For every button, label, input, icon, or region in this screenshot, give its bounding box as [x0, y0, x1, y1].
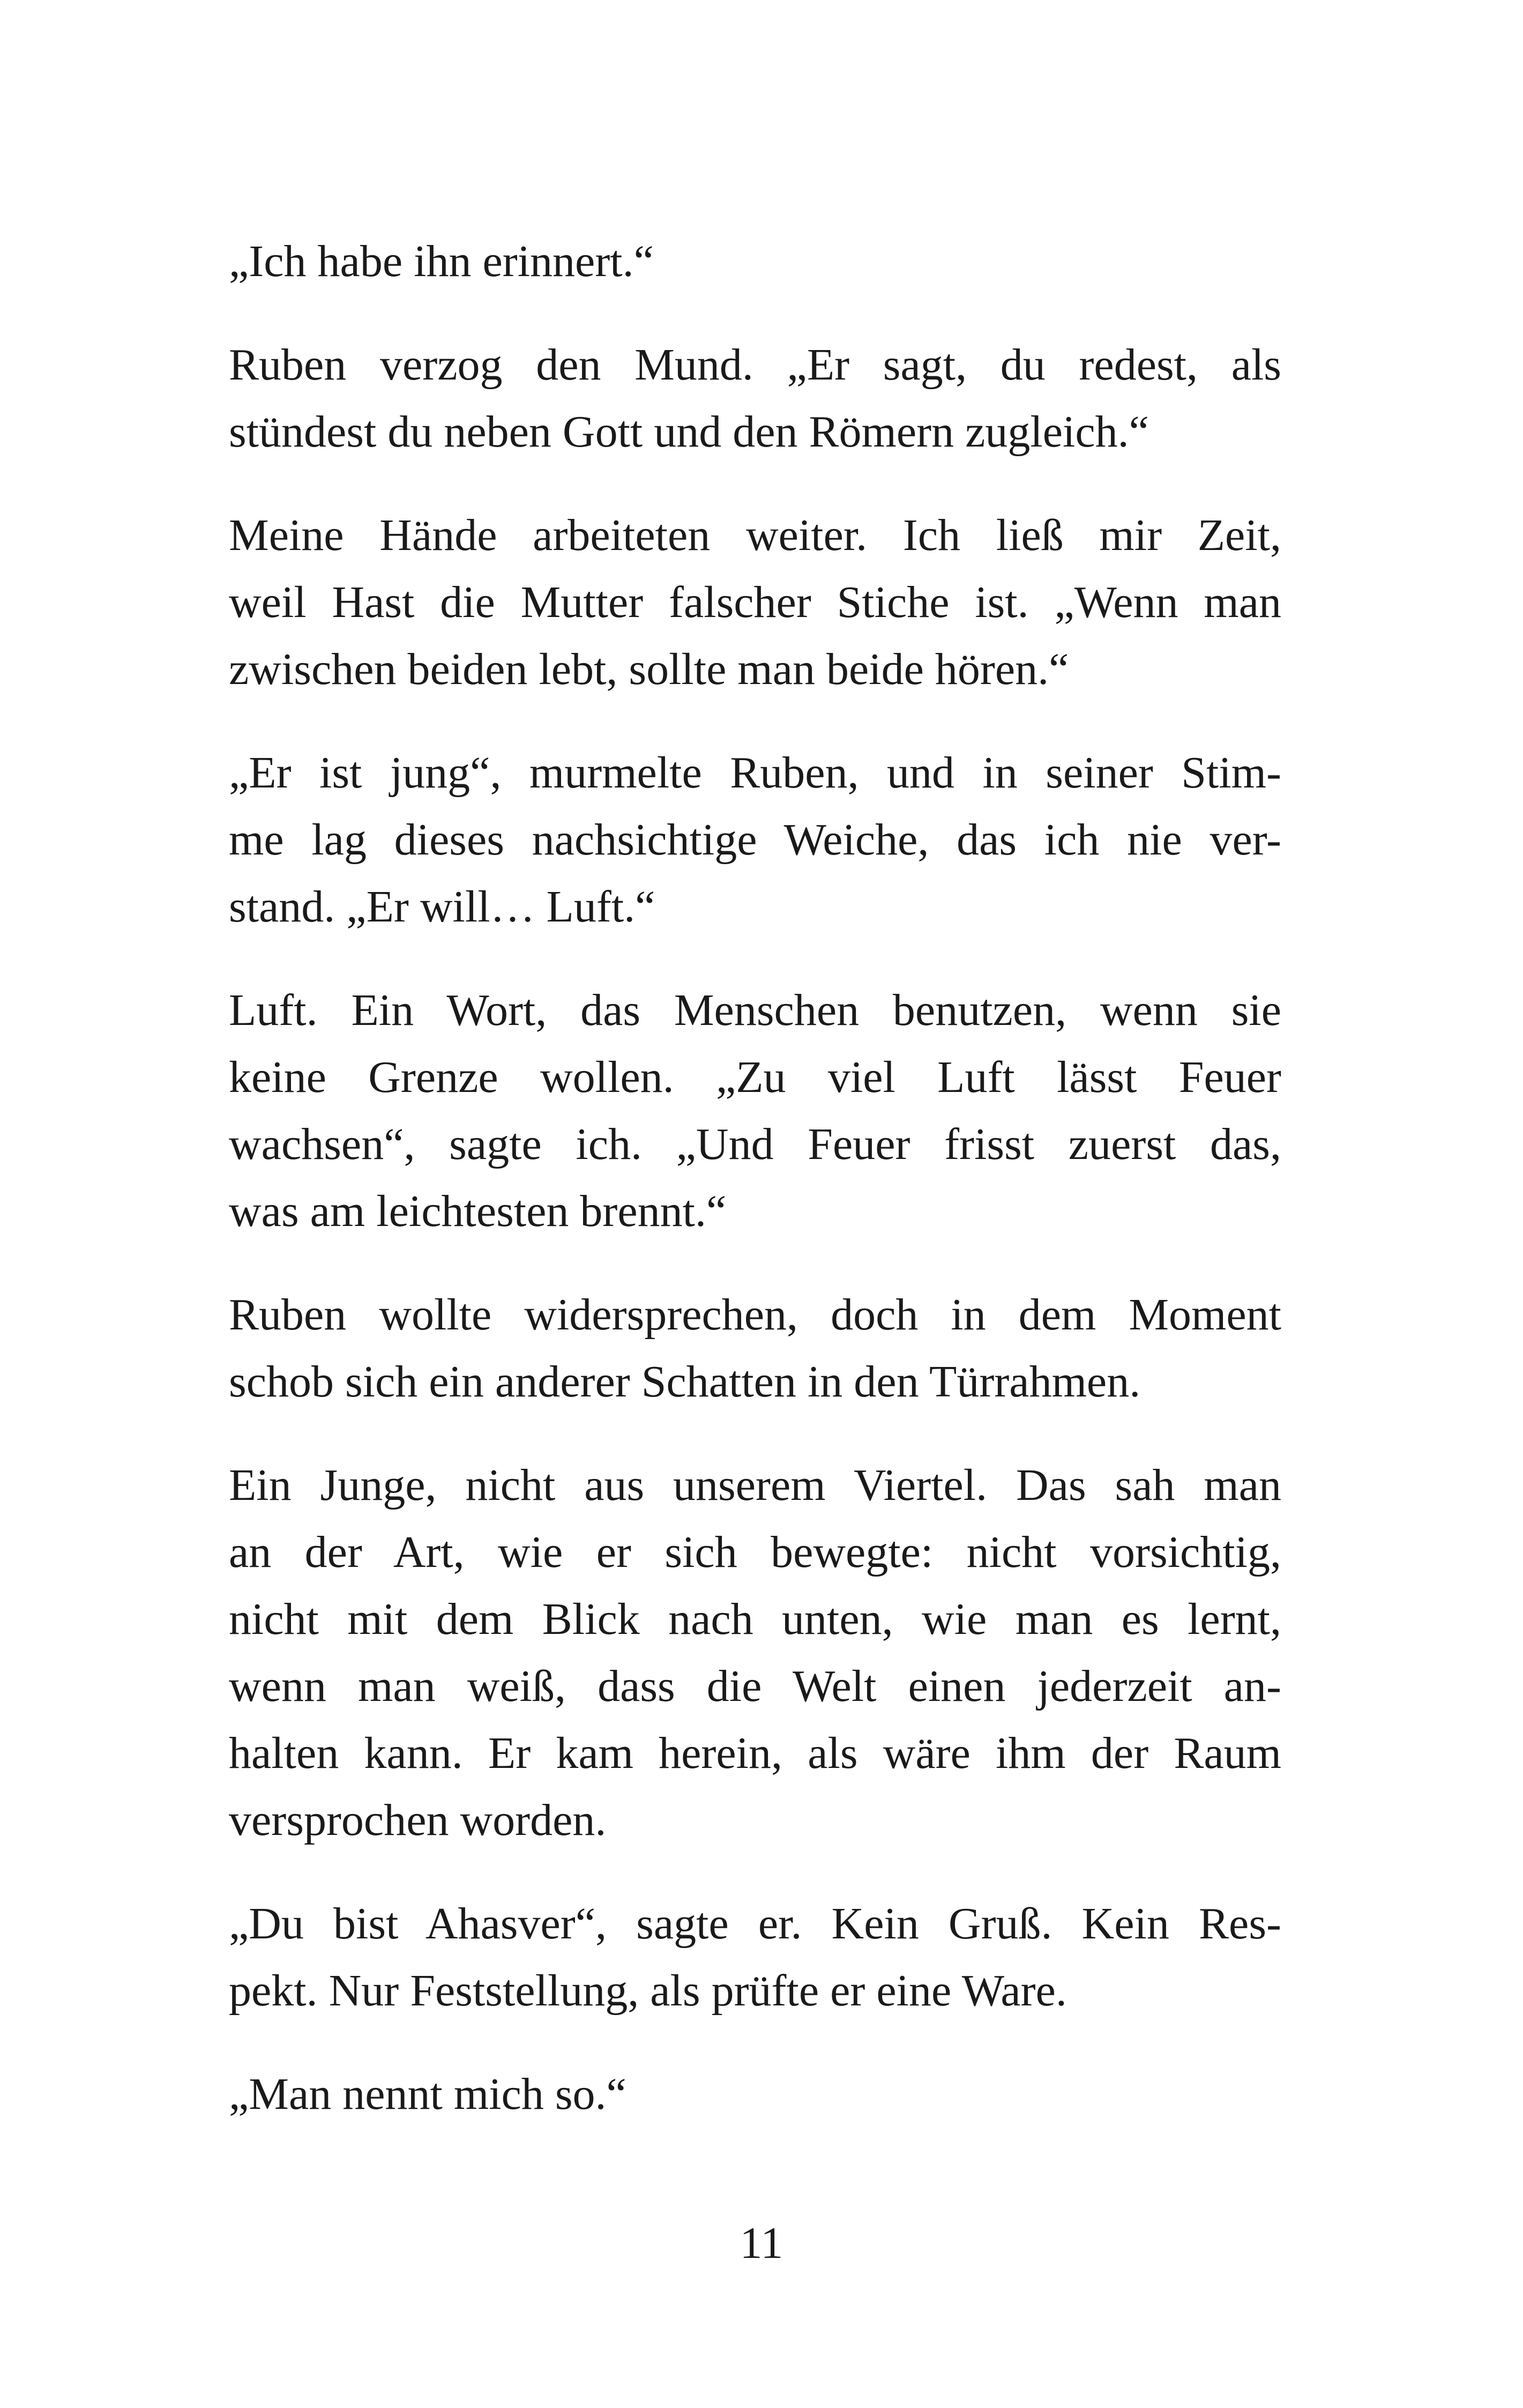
page-number: 11	[740, 2218, 783, 2268]
text-line: stand. „Er will… Luft.“	[229, 882, 655, 932]
text-line: me lag dieses nachsichtige Weiche, das ich nie ver-	[229, 815, 1281, 865]
text-line: keine Grenze wollen. „Zu viel Luft lässt Feuer	[229, 1052, 1281, 1102]
text-line: stündest du neben Gott und den Römern zugleich.“	[229, 407, 1149, 457]
text-line: weil Hast die Mutter falscher Stiche ist. „Wenn man	[229, 577, 1281, 627]
text-line: pekt. Nur Feststellung, als prüfte er eine Ware.	[229, 1966, 1067, 2016]
text-line: halten kann. Er kam herein, als wäre ihm der Raum	[229, 1728, 1281, 1778]
text-line: versprochen worden.	[229, 1795, 607, 1845]
text-line: nicht mit dem Blick nach unten, wie man es lernt,	[229, 1594, 1281, 1644]
text-line: Meine Hände arbeiteten weiter. Ich ließ mir Zeit,	[229, 510, 1281, 560]
text-line: „Du bist Ahasver“, sagte er. Kein Gruß. Kein Res-	[229, 1899, 1281, 1949]
text-line: „Ich habe ihn erinnert.“	[229, 236, 654, 286]
text-line: Ruben wollte widersprechen, doch in dem Moment	[229, 1290, 1281, 1340]
text-line: wenn man weiß, dass die Welt einen jederzeit an-	[229, 1661, 1281, 1711]
text-line: schob sich ein anderer Schatten in den Türrahmen.	[229, 1357, 1141, 1407]
text-line: zwischen beiden lebt, sollte man beide hören.“	[229, 644, 1069, 694]
text-line: „Man nennt mich so.“	[229, 2069, 626, 2119]
text-line: Ruben verzog den Mund. „Er sagt, du redest, als	[229, 340, 1281, 390]
text-line: was am leichtesten brennt.“	[229, 1186, 727, 1236]
text-line: Ein Junge, nicht aus unserem Viertel. Das sah man	[229, 1460, 1281, 1510]
text-line: an der Art, wie er sich bewegte: nicht vorsichtig,	[229, 1527, 1281, 1577]
text-line: „Er ist jung“, murmelte Ruben, und in seiner Stim-	[229, 748, 1281, 798]
text-line: wachsen“, sagte ich. „Und Feuer frisst zuerst das,	[229, 1119, 1281, 1169]
text-line: Luft. Ein Wort, das Menschen benutzen, wenn sie	[229, 985, 1281, 1035]
